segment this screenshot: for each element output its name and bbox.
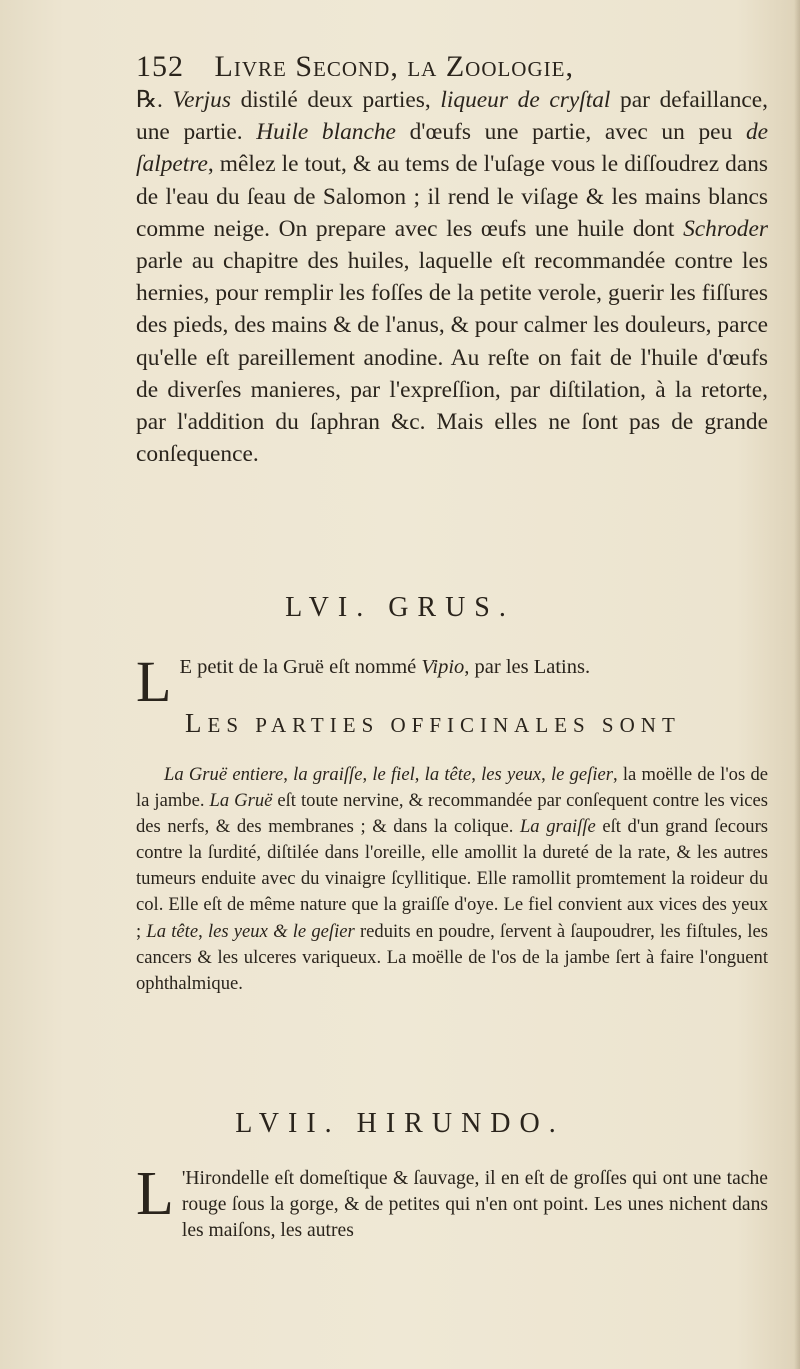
text-run: , <box>471 764 482 785</box>
section-subheading <box>185 708 745 739</box>
text-run: , la moëlle de l'os de la jambe. <box>136 764 769 812</box>
subheading-cap: L <box>185 708 208 738</box>
paragraph-recipe <box>136 84 768 470</box>
italic-run: le geſier <box>550 764 613 785</box>
italic-run: Verjus <box>172 87 231 113</box>
text-run: , <box>198 920 208 942</box>
paragraph-text <box>136 762 768 997</box>
text-run: eſt toute nervine, & recommandée par conſequent contre les vices des nerfs, & des membranes ; & dans la colique. <box>136 790 768 838</box>
italic-run: les yeux <box>481 764 542 785</box>
page-edge-shadow <box>794 0 800 1369</box>
recipe-sign: ℞. <box>136 87 163 113</box>
text-run: , <box>283 764 294 785</box>
text-run: , <box>414 764 425 785</box>
running-head <box>136 50 736 84</box>
drop-cap: L <box>136 1160 174 1228</box>
text-run: , mêlez le tout, & au tems de l'uſage vous le diſſoudrez dans de l'eau du ſeau de Salomon ; il rend le viſage & les mains blancs comme neige. On prepare avec les œufs une huile dont <box>136 151 768 242</box>
italic-run: Huile blanche <box>256 119 396 146</box>
text-run: parle au chapitre des huiles, laquelle eſt recommandée contre les hernies, pour remplir les foſſes de la petite verole, guerir les fiſſures des pieds, des mains & de l'anus, & pour calmer les douleurs, parce qu'elle eſt pareillement anodine. Au reſte on fait de l'huile d'œufs de diverſes manieres, par l'expreſſion, par diſtilation, à la retorte, par l'addition du ſaphran &c. Mais elles ne ſont pas de grande conſequence. <box>136 248 768 468</box>
italic-run: La Gruë entiere <box>164 764 284 785</box>
running-title: Livre Second, la Zoologie, <box>214 50 574 83</box>
text-run: eſt d'un grand ſecours contre la ſurdité, diſtilée dans l'oreille, elle amollit la dureté de la rate, & les autres tumeurs enduite avec du vinaigre ſcyllitique. Elle ramollit promtement la roideur du col. Elle eſt de même nature que la graiſſe d'oye. Le fiel convient aux vices des yeux ; <box>136 816 768 942</box>
italic-run: La graiſſe <box>519 816 596 838</box>
paragraph-grus-parts <box>136 762 768 997</box>
italic-run: de ſalpetre <box>136 119 769 178</box>
intro-text <box>179 656 590 678</box>
text-run: , <box>541 764 551 785</box>
italic-run: Schroder <box>683 215 768 242</box>
italic-run: la tête <box>424 764 472 785</box>
paragraph-text <box>136 84 768 470</box>
chapter-intro-lvii <box>136 1160 768 1245</box>
subheading-text: ES PARTIES OFFICINALES SONT <box>207 713 681 737</box>
italic-run: la graiſſe <box>293 764 363 785</box>
text-run: d'œufs une partie, avec un peu <box>395 119 746 146</box>
chapter-heading-lvi: LVI. GRUS. <box>285 592 515 623</box>
italic-run: liqueur de cryſtal <box>440 87 611 113</box>
chapter-heading-lvii: LVII. HIRUNDO. <box>235 1108 565 1139</box>
paragraph-runs <box>136 87 768 467</box>
intro-text: 'Hirondelle eſt domeſtique & ſauvage, il en eſt de groſſes qui ont une tache rouge ſous la gorge, & de petites qui n'en ont point. Les unes nichent dans les maiſons, les autres <box>181 1168 768 1242</box>
italic-run: le fiel <box>372 764 415 785</box>
text-run: E petit de la Gruë eſt nommé <box>179 656 422 678</box>
text-run: par defaillance, une partie. <box>136 87 768 146</box>
chapter-intro-lvi <box>136 649 768 714</box>
page-number: 152 <box>136 50 184 83</box>
italic-run: les yeux & le geſier <box>207 920 355 942</box>
italic-run: La tête <box>146 920 199 942</box>
text-run: reduits en poudre, ſervent à ſaupoudrer, les fiſtules, les cancers & les ulceres variqueux. La moëlle de l'os de la jambe ſert à faire l'onguent ophthalmique. <box>136 920 768 994</box>
text-run: , <box>362 764 373 785</box>
drop-cap: L <box>136 649 172 714</box>
italic-run: La Gruë <box>209 790 273 812</box>
text-run: , par les Latins. <box>464 656 591 678</box>
italic-run: Vipio <box>421 656 465 678</box>
text-run: distilé deux parties, <box>230 87 441 113</box>
